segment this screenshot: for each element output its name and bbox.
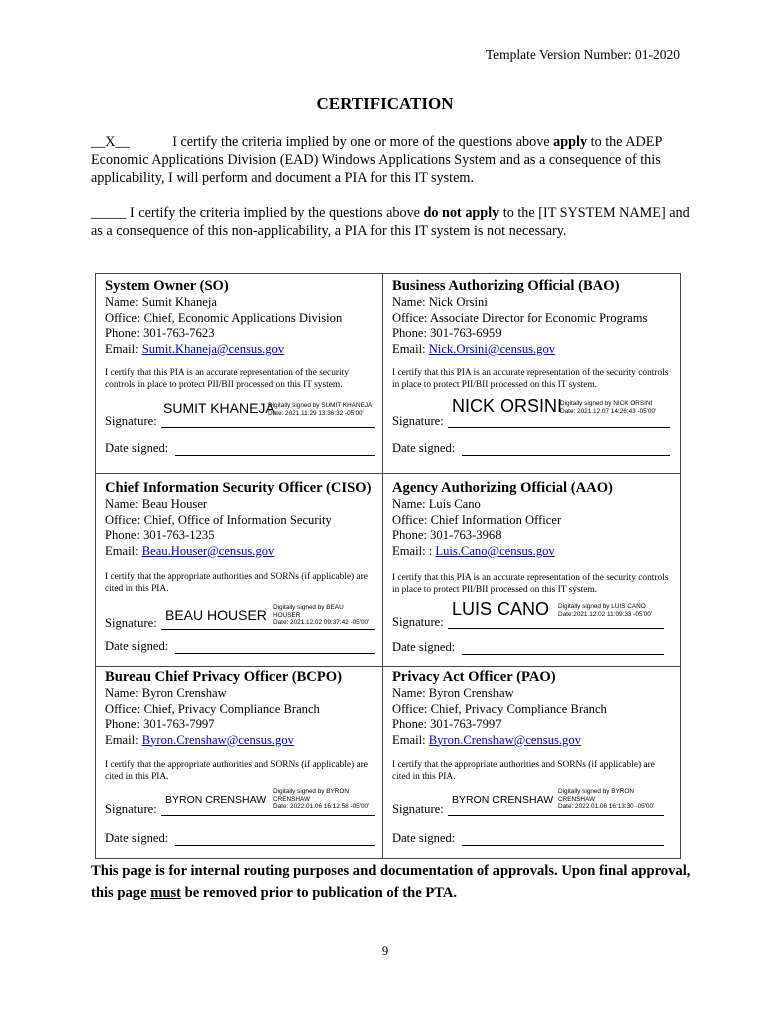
not-apply-mark: _____ [91, 205, 127, 221]
aao-date-signed[interactable]: Date signed: [392, 640, 672, 658]
apply-mark: __X__ [91, 134, 130, 150]
bao-signature[interactable]: Signature: NICK ORSINI Digitally signed by NICK ORSINI Date: 2021.12.07 14:26:43 -05'00' [392, 397, 672, 431]
pao-heading: Privacy Act Officer (PAO) [392, 669, 556, 685]
so-cell: System Owner (SO) Name: Sumit Khaneja Office: Chief, Economic Applications Division Phone: 301-763-7623 Email: Sumit.Khaneja@census.gov I certify that this PIA is an accurate representation of the security controls in place to protect PII/BII processed on this IT system. Signature: SUMIT KHANEJA Digitally signed by SUMIT KHANEJA Date: 2021.11.29 13:36:32 -05'00' Date signed: [96, 274, 383, 474]
aao-signature[interactable]: Signature: LUIS CANO Digitally signed by LUIS CANO Date:2021.12.02 11:09:33 -05'00' [392, 598, 672, 632]
ciso-signature[interactable]: Signature: BEAU HOUSER Digitally signed by BEAU HOUSER Date: 2021.12.02 09:37:42 -05'00' [105, 599, 374, 633]
page-title: CERTIFICATION [316, 94, 454, 113]
page-number: 9 [381, 944, 389, 958]
so-email-link[interactable]: Sumit.Khaneja@census.gov [141, 341, 285, 356]
ciso-cell: Chief Information Security Officer (CISO) Name: Beau Houser Office: Chief, Office of Information Security Phone: 301-763-1235 Email: Beau.Houser@census.gov I certify that the appropriate authorities and SORNs (if applicable) are cited in this PIA. Signature: BEAU HOUSER Digitally signed by BEAU HOUSER Date: 2021.12.02 09:37:42 -05'00' Date signed: [96, 474, 383, 667]
so-signature[interactable]: Signature: SUMIT KHANEJA Digitally signed by SUMIT KHANEJA Date: 2021.11.29 13:36:32 -05'00' [105, 397, 374, 431]
bao-cell: Business Authorizing Official (BAO) Name: Nick Orsini Office: Associate Director for Economic Programs Phone: 301-763-6959 Email: Nick.Orsini@census.gov I certify that this PIA is an accurate representation of the security controls in place to protect PII/BII processed on this IT system. Signature: NICK ORSINI Digitally signed by NICK ORSINI Date: 2021.12.07 14:26:43 -05'00' Date signed: [383, 274, 681, 474]
bao-email-link[interactable]: Nick.Orsini@census.gov [428, 341, 556, 356]
ciso-email-link[interactable]: Beau.Houser@census.gov [141, 543, 275, 558]
aao-cell: Agency Authorizing Official (AAO) Name: Luis Cano Office: Chief Information Officer Phone: 301-763-3968 Email: : Luis.Cano@census.gov I certify that this PIA is an accurate representation of the security controls in place to protect PII/BII processed on this IT system. Signature: LUIS CANO Digitally signed by LUIS CANO Date:2021.12.02 11:09:33 -05'00' Date signed: [383, 474, 681, 667]
pao-cell: Privacy Act Officer (PAO) Name: Byron Crenshaw Office: Chief, Privacy Compliance Branch Phone: 301-763-7997 Email: Byron.Crenshaw@census.gov I certify that the appropriate authorities and SORNs (if applicable) are cited in this PIA. Signature: BYRON CRENSHAW Digitally signed by BYRON CRENSHAW Date: 2022.01.06 16:13:30 -05'00' Date signed: [383, 667, 681, 859]
routing-notice: This page is for internal routing purposes and documentation of approvals. Upon final approval, this page must be removed prior to publication of the PTA. [91, 863, 691, 901]
so-heading: System Owner (SO) [105, 278, 229, 294]
certification-apply: __X__ I certify the criteria implied by one or more of the questions above apply to the ADEP Economic Applications Division (EAD) Windows Applications System and as a consequence of this applicability, I will perform and document a PIA for this IT system. [91, 134, 662, 186]
pao-signature[interactable]: Signature: BYRON CRENSHAW Digitally signed by BYRON CRENSHAW Date: 2022.01.06 16:13:30 -05'00' [392, 785, 672, 819]
bcpo-cell: Bureau Chief Privacy Officer (BCPO) Name: Byron Crenshaw Office: Chief, Privacy Compliance Branch Phone: 301-763-7997 Email: Byron.Crenshaw@census.gov I certify that the appropriate authorities and SORNs (if applicable) are cited in this PIA. Signature: BYRON CRENSHAW Digitally signed by BYRON CRENSHAW Date: 2022.01.06 16:12:58 -05'00' Date signed: [96, 667, 383, 859]
pao-date-signed[interactable]: Date signed: [392, 831, 672, 849]
aao-email-link[interactable]: Luis.Cano@census.gov [435, 543, 555, 558]
certification-not-apply: _____ I certify the criteria implied by the questions above do not apply to the [IT SYSTEM NAME] and as a consequence of this non-applicability, a PIA for this IT system is not necessary. [91, 205, 690, 239]
bcpo-email-link[interactable]: Byron.Crenshaw@census.gov [141, 732, 294, 747]
bcpo-signature[interactable]: Signature: BYRON CRENSHAW Digitally signed by BYRON CRENSHAW Date: 2022.01.06 16:12:58 -05'00' [105, 785, 374, 819]
ciso-heading: Chief Information Security Officer (CISO) [105, 480, 372, 496]
aao-heading: Agency Authorizing Official (AAO) [392, 480, 613, 496]
bao-heading: Business Authorizing Official (BAO) [392, 278, 620, 294]
template-version: Template Version Number: 01-2020 [485, 47, 680, 62]
pao-email-link[interactable]: Byron.Crenshaw@census.gov [428, 732, 581, 747]
bao-date-signed[interactable]: Date signed: [392, 441, 672, 459]
bcpo-date-signed[interactable]: Date signed: [105, 831, 374, 849]
so-date-signed[interactable]: Date signed: [105, 441, 374, 459]
approval-table [95, 273, 681, 859]
bcpo-heading: Bureau Chief Privacy Officer (BCPO) [105, 669, 342, 685]
ciso-date-signed[interactable]: Date signed: [105, 639, 374, 657]
